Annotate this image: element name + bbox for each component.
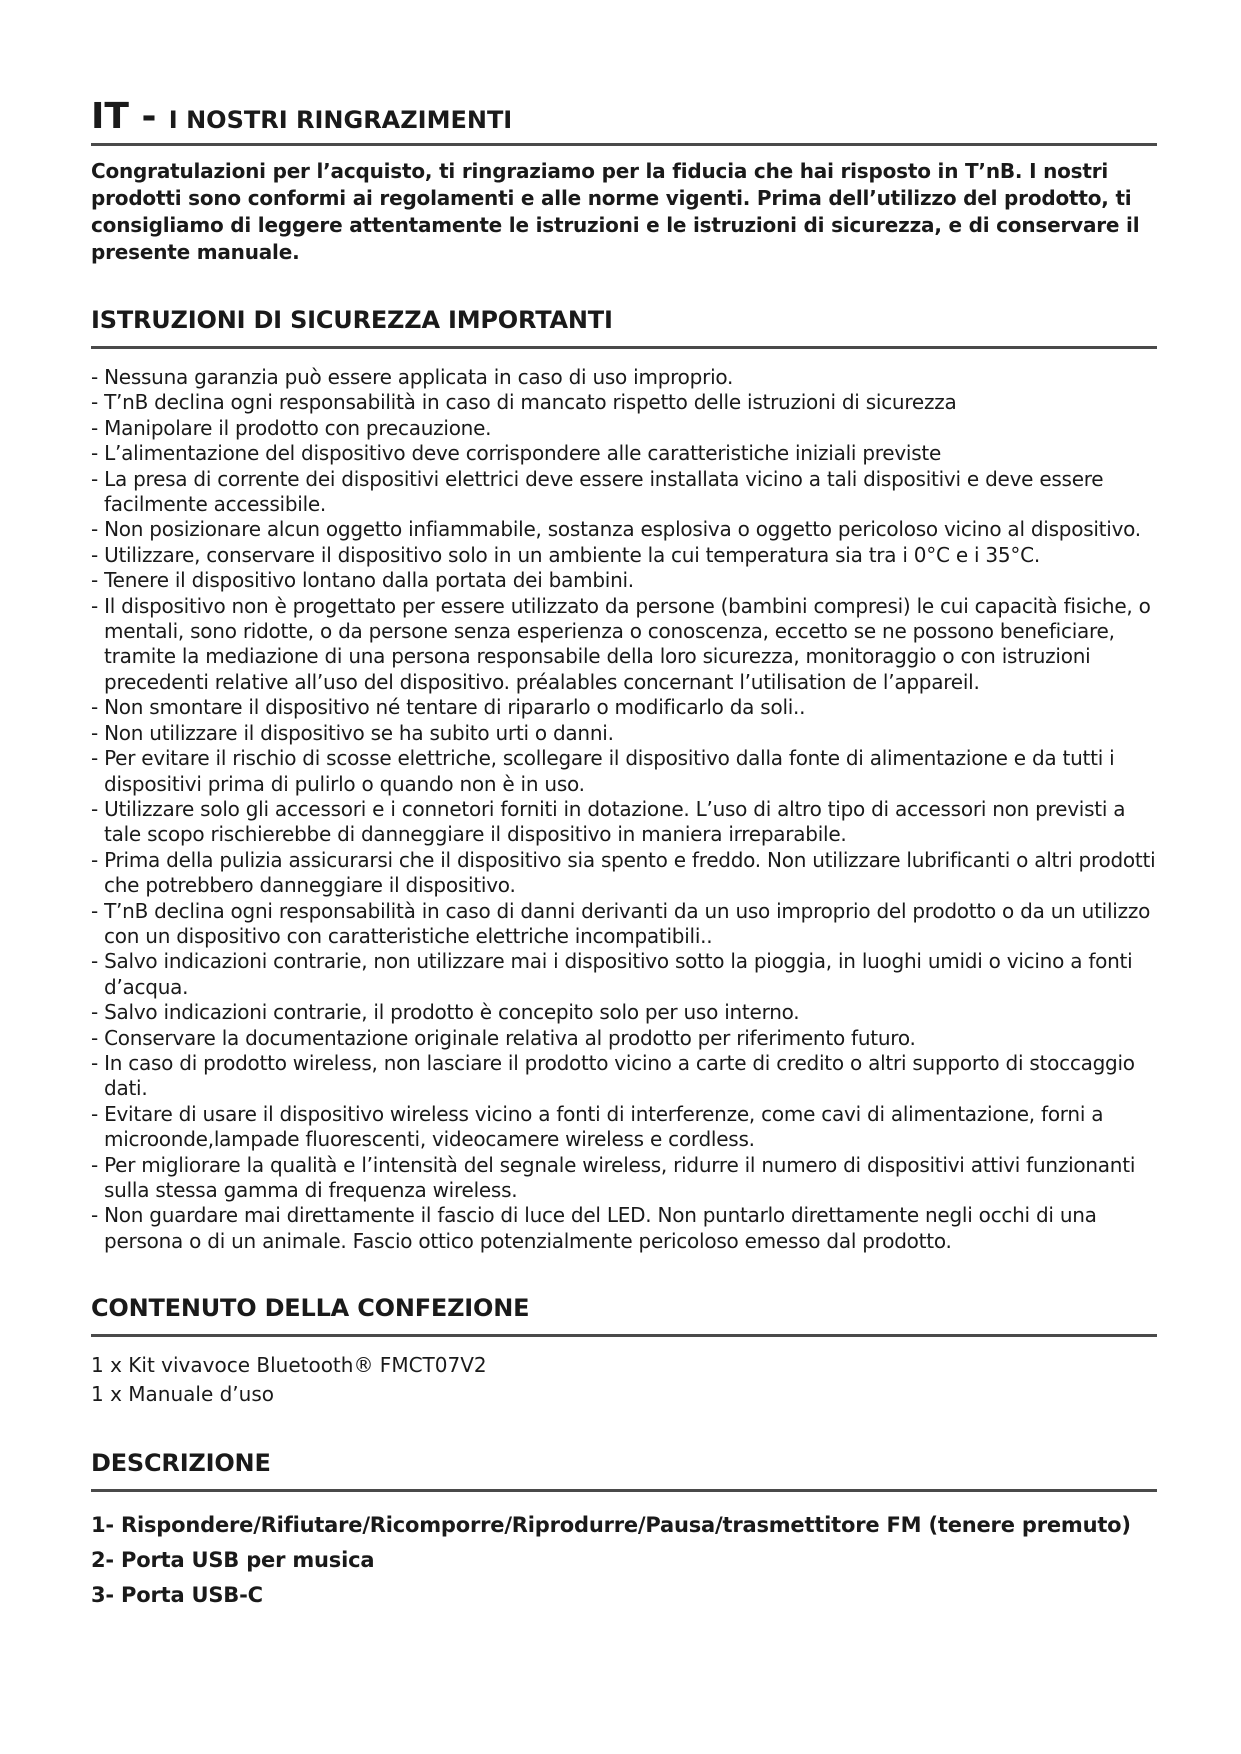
description-item: 2- Porta USB per musica <box>91 1548 375 1573</box>
package-divider <box>91 1334 1157 1337</box>
safety-item: - Conservare la documentazione originale relativa al prodotto per riferimento futuro. <box>91 1026 1157 1051</box>
safety-item: - Per evitare il rischio di scosse elettriche, scollegare il dispositivo dalla fonte di alimentazione e da tutti i dispositivi prima di pulirlo o quando non è in uso. <box>91 746 1157 797</box>
description-heading: DESCRIZIONE <box>91 1449 271 1478</box>
safety-item: - Non guardare mai direttamente il fascio di luce del LED. Non puntarlo direttamente negli occhi di una persona o di un animale. Fascio ottico potenzialmente pericoloso emesso dal prodotto. <box>91 1203 1157 1254</box>
package-item: 1 x Manuale d’uso <box>91 1382 274 1407</box>
safety-item: - La presa di corrente dei dispositivi elettrici deve essere installata vicino a tali dispositivi e deve essere facilmente accessibile. <box>91 467 1157 518</box>
safety-item: - Utilizzare solo gli accessori e i connetori forniti in dotazione. L’uso di altro tipo di accessori non previsti a tale scopo rischierebbe di danneggiare il dispositivo in maniera irreparabile. <box>91 797 1157 848</box>
safety-item: - Salvo indicazioni contrarie, non utilizzare mai i dispositivo sotto la pioggia, in luoghi umidi o vicino a fonti d’acqua. <box>91 949 1157 1000</box>
safety-item: - Nessuna garanzia può essere applicata in caso di uso improprio. <box>91 365 1157 390</box>
safety-item: - Per migliorare la qualità e l’intensità del segnale wireless, ridurre il numero di dispositivi attivi funzionanti sulla stessa gamma di frequenza wireless. <box>91 1153 1157 1204</box>
safety-item: - Il dispositivo non è progettato per essere utilizzato da persone (bambini compresi) le cui capacità fisiche, o mentali, sono ridotte, o da persone senza esperienza o conoscenza, eccetto se ne possono beneficiare, tramite la mediazione di una persona responsabile della loro sicurezza, monitoraggio o con istruzioni precedenti relative all’uso del dispositivo. préalables concernant l’utilisation de l’appareil. <box>91 594 1157 696</box>
description-item: 1- Rispondere/Rifiutare/Ricomporre/Riprodurre/Pausa/trasmettitore FM (tenere premuto) <box>91 1513 1131 1538</box>
description-item: 3- Porta USB-C <box>91 1583 263 1608</box>
safety-item: - Tenere il dispositivo lontano dalla portata dei bambini. <box>91 568 1157 593</box>
safety-item: - Prima della pulizia assicurarsi che il dispositivo sia spento e freddo. Non utilizzare lubrificanti o altri prodotti che potrebbero danneggiare il dispositivo. <box>91 848 1157 899</box>
package-item: 1 x Kit vivavoce Bluetooth® FMCT07V2 <box>91 1353 487 1378</box>
page-title-text: I NOSTRI RINGRAZIMENTI <box>168 106 513 134</box>
page-title <box>91 96 1157 137</box>
description-divider <box>91 1489 1157 1492</box>
safety-item: - Utilizzare, conservare il dispositivo solo in un ambiente la cui temperatura sia tra i 0°C e i 35°C. <box>91 543 1157 568</box>
safety-divider <box>91 346 1157 349</box>
package-list <box>91 1351 1157 1409</box>
language-code: IT - <box>91 96 157 137</box>
safety-item: - L’alimentazione del dispositivo deve corrispondere alle caratteristiche iniziali previste <box>91 441 1157 466</box>
title-divider <box>91 143 1157 146</box>
description-list <box>91 1508 1157 1613</box>
safety-item: - Evitare di usare il dispositivo wireless vicino a fonti di interferenze, come cavi di alimentazione, forni a microonde,lampade fluorescenti, videocamere wireless e cordless. <box>91 1102 1157 1153</box>
safety-item: - Manipolare il prodotto con precauzione. <box>91 416 1157 441</box>
manual-page <box>91 96 1157 1613</box>
safety-item: - T’nB declina ogni responsabilità in caso di danni derivanti da un uso improprio del prodotto o da un utilizzo con un dispositivo con caratteristiche elettriche incompatibili.. <box>91 899 1157 950</box>
package-heading: CONTENUTO DELLA CONFEZIONE <box>91 1294 530 1323</box>
intro-paragraph: Congratulazioni per l’acquisto, ti ringraziamo per la fiducia che hai risposto in T’nB. I nostri prodotti sono conformi ai regolamenti e alle norme vigenti. Prima dell’utilizzo del prodotto, ti consigliamo di leggere attentamente le istruzioni e le istruzioni di sicurezza, e di conservare il presente manuale. <box>91 159 1140 264</box>
safety-item: - Non utilizzare il dispositivo se ha subito urti o danni. <box>91 721 1157 746</box>
safety-list <box>91 365 1157 1254</box>
safety-item: - In caso di prodotto wireless, non lasciare il prodotto vicino a carte di credito o altri supporto di stoccaggio dati. <box>91 1051 1157 1102</box>
safety-heading: ISTRUZIONI DI SICUREZZA IMPORTANTI <box>91 306 613 334</box>
safety-item: - Non posizionare alcun oggetto infiammabile, sostanza esplosiva o oggetto pericoloso vicino al dispositivo. <box>91 517 1157 542</box>
safety-item: - Non smontare il dispositivo né tentare di ripararlo o modificarlo da soli.. <box>91 695 1157 720</box>
safety-item: - T’nB declina ogni responsabilità in caso di mancato rispetto delle istruzioni di sicurezza <box>91 390 1157 415</box>
safety-item: - Salvo indicazioni contrarie, il prodotto è concepito solo per uso interno. <box>91 1000 1157 1025</box>
